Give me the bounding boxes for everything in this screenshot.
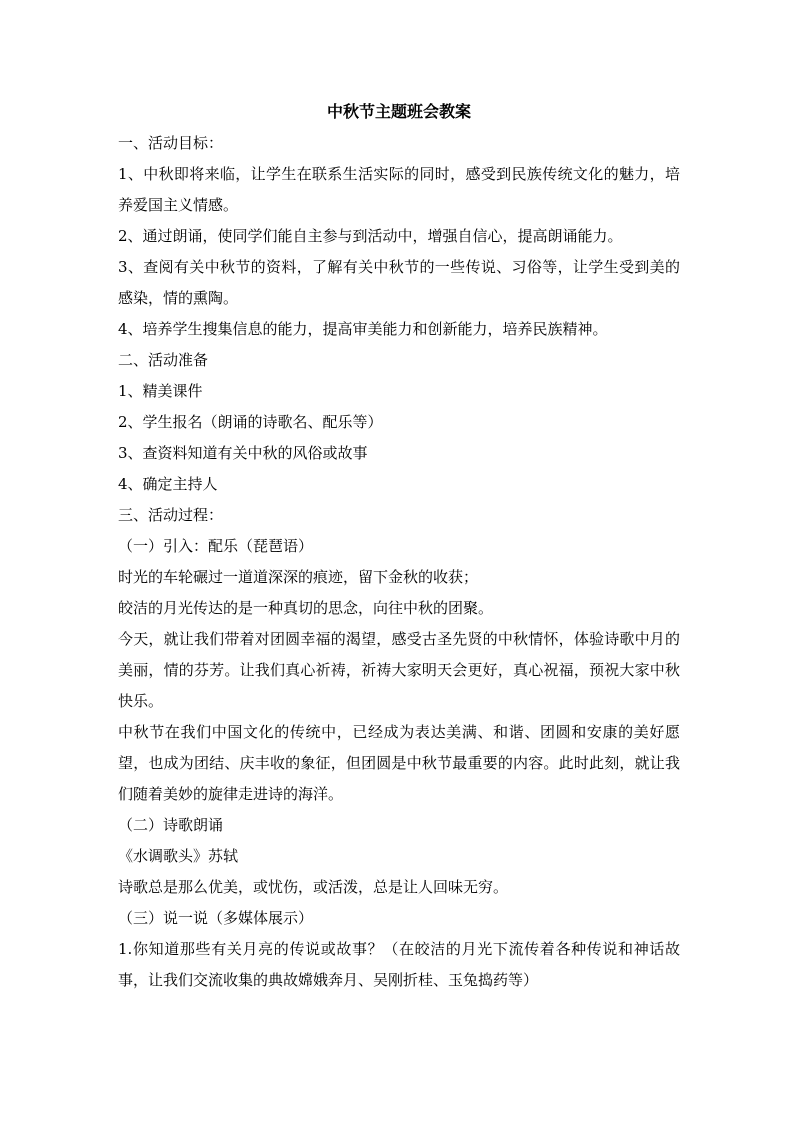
section-heading-process: 三、活动过程： bbox=[118, 506, 224, 524]
goal-item-3: 3、查阅有关中秋节的资料，了解有关中秋节的一些传说、习俗等，让学生受到美的感染，情的熏陶。 bbox=[118, 258, 680, 307]
goal-item-1: 1、中秋即将来临，让学生在联系生活实际的同时，感受到民族传统文化的魅力，培养爱国主义情感。 bbox=[118, 165, 680, 214]
prep-item-4: 4、确定主持人 bbox=[118, 475, 218, 493]
poem-title: 《水调歌头》苏轼 bbox=[118, 847, 239, 865]
prep-item-3: 3、查资料知道有关中秋的风俗或故事 bbox=[118, 444, 368, 462]
poetry-comment: 诗歌总是那么优美，或忧伤，或活泼，总是让人回味无穷。 bbox=[118, 878, 509, 896]
prep-item-1: 1、精美课件 bbox=[118, 382, 203, 400]
subsection-discussion: （三）说一说（多媒体展示） bbox=[118, 909, 314, 927]
subsection-poetry: （二）诗歌朗诵 bbox=[118, 816, 224, 834]
intro-line-2: 皎洁的月光传达的是一种真切的思念，向往中秋的团聚。 bbox=[118, 599, 494, 617]
goal-item-2: 2、通过朗诵，使同学们能自主参与到活动中，增强自信心，提高朗诵能力。 bbox=[118, 227, 623, 245]
intro-paragraph-4: 中秋节在我们中国文化的传统中，已经成为表达美满、和谐、团圆和安康的美好愿望，也成为团结、庆丰收的象征，但团圆是中秋节最重要的内容。此时此刻，就让我们随着美妙的旋律走进诗的海洋。 bbox=[118, 723, 680, 803]
subsection-intro: （一）引入：配乐（琵琶语） bbox=[118, 537, 314, 555]
prep-item-2: 2、学生报名（朗诵的诗歌名、配乐等） bbox=[118, 413, 383, 431]
intro-paragraph-3: 今天，就让我们带着对团圆幸福的渴望，感受古圣先贤的中秋情怀，体验诗歌中月的美丽，情的芬芳。让我们真心祈祷，祈祷大家明天会更好，真心祝福，预祝大家中秋快乐。 bbox=[118, 630, 680, 710]
section-heading-preparation: 二、活动准备 bbox=[118, 351, 209, 369]
goal-item-4: 4、培养学生搜集信息的能力，提高审美能力和创新能力，培养民族精神。 bbox=[118, 320, 608, 338]
discussion-item-1: 1.你知道那些有关月亮的传说或故事？（在皎洁的月光下流传着各种传说和神话故事，让我们交流收集的典故嫦娥奔月、吴刚折桂、玉兔捣药等） bbox=[118, 940, 680, 989]
section-heading-goals: 一、活动目标： bbox=[118, 134, 224, 152]
document-title: 中秋节主题班会教案 bbox=[326, 102, 471, 121]
intro-line-1: 时光的车轮碾过一道道深深的痕迹，留下金秋的收获； bbox=[118, 568, 479, 586]
document-body bbox=[118, 128, 680, 996]
document-page bbox=[118, 98, 680, 996]
